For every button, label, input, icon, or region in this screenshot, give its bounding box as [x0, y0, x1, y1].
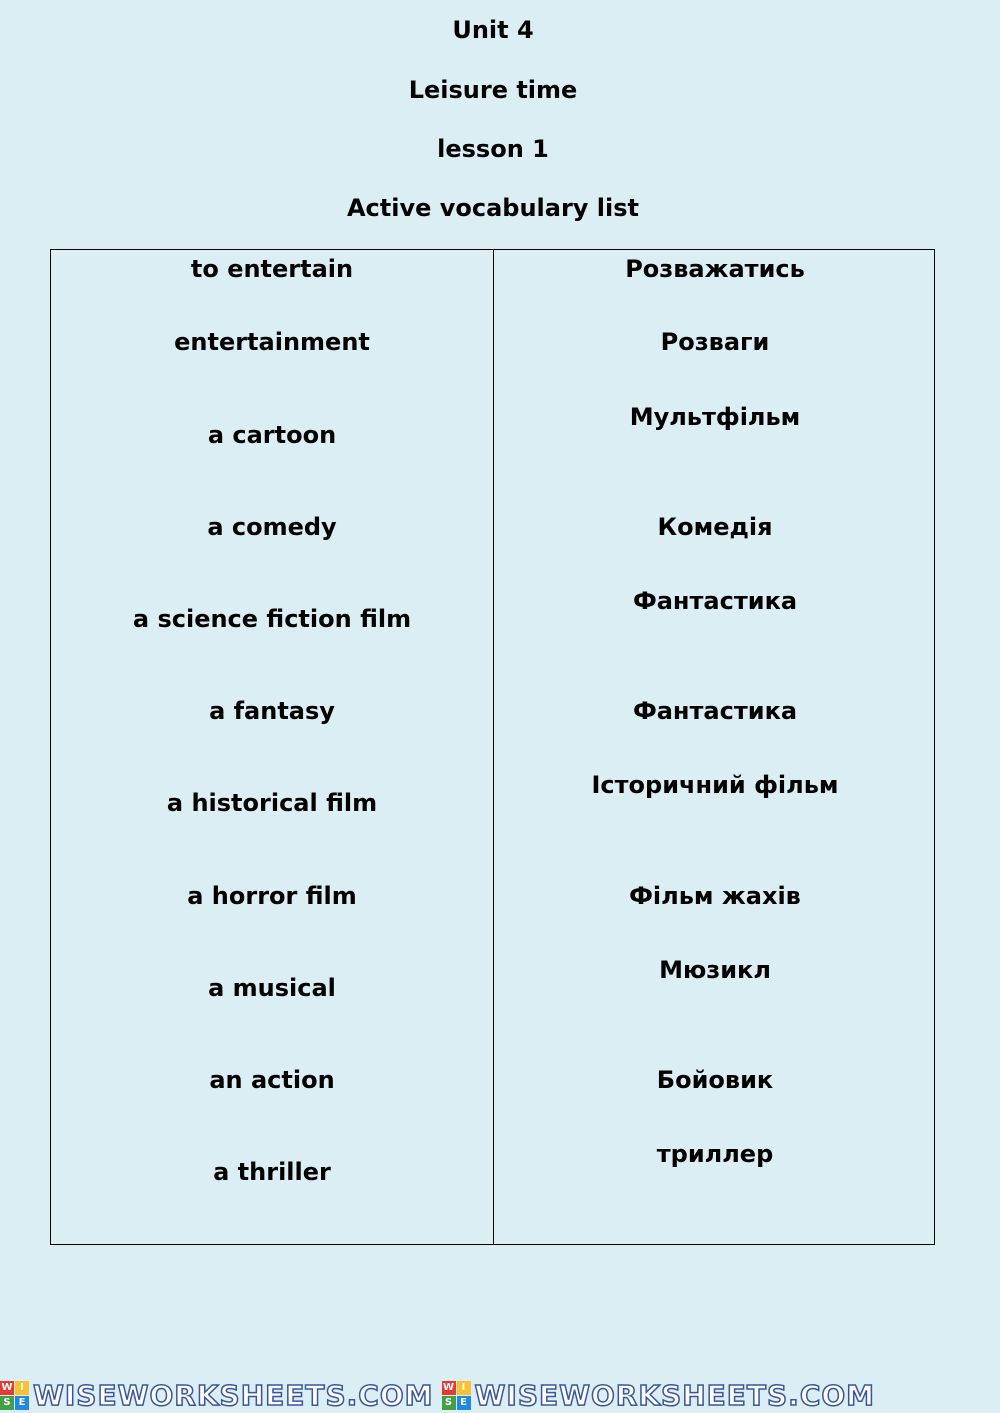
logo-tile: W	[443, 1382, 455, 1393]
logo-tile: S	[0, 1396, 14, 1410]
english-word: entertainment	[174, 328, 370, 356]
ukrainian-translation: Розваги	[660, 328, 770, 356]
unit-title: Unit 4	[452, 16, 534, 44]
watermark-footer	[0, 1378, 1000, 1413]
watermark-wordmark: WISEWORKSHEETS.COM	[33, 1379, 434, 1412]
ukrainian-translation: Бойовик	[656, 1066, 774, 1094]
english-word: a historical film	[166, 789, 378, 817]
ukrainian-translation: Розважатись	[625, 255, 805, 283]
wise-logo-icon	[442, 1381, 471, 1410]
ukrainian-translation: Фантастика	[632, 587, 798, 615]
ukrainian-translation: Мультфільм	[629, 403, 801, 431]
english-word: a comedy	[207, 513, 337, 541]
logo-tile: I	[457, 1381, 471, 1395]
english-word: a fantasy	[209, 697, 335, 725]
vocabulary-subtitle: Active vocabulary list	[346, 194, 640, 222]
watermark-brand	[442, 1379, 876, 1412]
logo-tile: W	[1, 1382, 13, 1393]
lesson-title: lesson 1	[437, 135, 549, 163]
wise-logo-icon	[0, 1381, 29, 1410]
logo-tile: I	[15, 1381, 29, 1395]
watermark-brand	[0, 1379, 434, 1412]
ukrainian-translation: Історичний фільм	[591, 771, 839, 799]
vocabulary-table	[50, 249, 935, 1245]
ukrainian-translation: триллер	[656, 1140, 774, 1168]
english-word: a cartoon	[207, 421, 337, 449]
english-word: a horror film	[187, 882, 357, 910]
english-word: to entertain	[190, 255, 354, 283]
english-word: a science fiction film	[132, 605, 412, 633]
topic-title: Leisure time	[408, 76, 578, 104]
ukrainian-translation: Комедія	[657, 513, 773, 541]
ukrainian-translation: Фільм жахів	[629, 882, 801, 910]
english-word: a musical	[208, 974, 336, 1002]
ukrainian-translation: Фантастика	[632, 697, 798, 725]
logo-tile: E	[457, 1396, 471, 1410]
logo-tile: S	[442, 1396, 456, 1410]
watermark-wordmark: WISEWORKSHEETS.COM	[474, 1379, 876, 1412]
english-word: a thriller	[213, 1158, 331, 1186]
ukrainian-translation: Мюзикл	[659, 956, 771, 984]
logo-tile: E	[15, 1396, 29, 1410]
english-word: an action	[209, 1066, 335, 1094]
